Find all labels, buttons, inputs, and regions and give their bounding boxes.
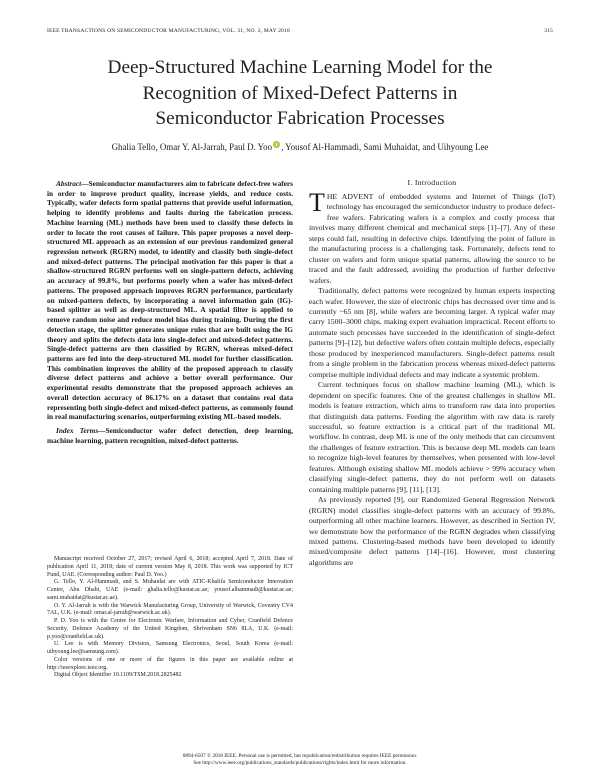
footnote-manuscript: Manuscript received October 27, 2017; revised April 6, 2018; accepted April 7, 2018. Date of publication April 11, 2018; date of current version May 8, 2018. This work was supported by ICT Fund, UAE. (Corresponding author: Paul D. Yoo.) (47, 556, 293, 578)
authors-part-1: Ghalia Tello, Omar Y. Al-Jarrah, Paul D. Yoo (111, 142, 273, 152)
abstract-lead: Abstract (56, 179, 82, 188)
paper-title (40, 55, 560, 132)
copyright-line-1: 0894-6507 © 2018 IEEE. Personal use is permitted, but republication/redistribution requires IEEE permission. (182, 753, 418, 759)
index-terms (47, 426, 293, 445)
title-line-1: Deep-Structured Machine Learning Model for the (107, 57, 493, 78)
footnote-color-versions: Color versions of one or more of the figures in this paper are available online at http://ieeexplore.ieee.org. (47, 656, 293, 671)
orcid-icon[interactable] (273, 141, 280, 148)
doi: Digital Object Identifier 10.1109/TSM.2018.2825482 (54, 672, 182, 679)
copyright-line-2: See http://www.ieee.org/publications_standards/publications/rights/index.html for more information. (193, 760, 407, 766)
left-column (47, 179, 293, 445)
index-terms-lead: Index Terms (56, 425, 99, 435)
abstract (47, 179, 293, 422)
authors-part-2: , Yousof Al-Hammadi, Sami Muhaidat, and Uihyoung Lee (281, 142, 489, 152)
footnote-affiliation-yoo: P. D. Yoo is with the Centre for Electronic Warfare, Information and Cyber, Cranfield Defence Security, Defence Academy of the United Kingdom, Shrivenham SN6 8LA, U.K. (e-mail: p.yoo@cranfield.ac.uk). (47, 618, 293, 640)
intro-paragraph-4: As previously reported [9], our Randomized General Regression Network (RGRN) model classifies single-defect patterns with an accuracy of 99.8%, outperforming all other machine learners. However, as described in Section IV, we demonstrate how the performance of the RGRN degrades when classifying mixed patterns. Clustering-based methods have been developed to identify mixed/composite defect patterns [14]–[16]. However, most clustering algorithms are (309, 495, 555, 567)
footnotes (47, 556, 293, 680)
intro-p1-text: of embedded systems and Internet of Things (IoT) technology has encouraged the semiconductor industry to produce defect-free wafers. Fabricating wafers is a complex and costly process that involves many different chemical and mechanical steps [1]–[7]. Any of these steps could fail, resulting in defective chips. Identifying the point of failure in the manufacturing process is a challenging task. Fortunately, defects tend to cluster on wafers and form unique spatial patterns, allowing the source to be traced and the fault addressed, avoiding the production of further defective wafers. (309, 192, 555, 285)
intro-paragraph-2: Traditionally, defect patterns were recognized by human experts inspecting each wafer. However, the size of electronic chips has decreased over time and is currently ~65 nm [8], while wafers are becoming larger. A typical wafer may carry 1500–3000 chips, making expert evaluation impractical. Recent efforts to automate such processes have succeeded in the identification of single-defect patterns [9]–[12], but defective wafers often contain multiple defects, especially those produced by inexperienced manufacturers. Single-defect patterns result from a single problem in the fabrication process whereas mixed-defect patterns comprise multiple individual defects and may indicate a systemic problem. (309, 286, 555, 379)
footnote-affiliation-aljarrah: O. Y. Al-Jarrah is with the Warwick Manufacturing Group, University of Warwick, Coventry CV4 7AL, U.K. (e-mail: omar.al-jarrah@warwick.ac.uk). (47, 602, 293, 617)
drop-cap: T (309, 188, 325, 217)
footnote-affiliation-lee: U. Lee is with Memory Division, Samsung Electronics, Seoul, South Korea (e-mail: uihyoung.lee@samsung.com). (47, 641, 293, 655)
footnote-affiliation-tello: G. Tello, Y. Al-Hammadi, and S. Muhaidat are with ATIC-Khalifa Semiconductor Innovation Centre, Abu Dhabi, UAE (e-mail: ghalia.tello@kustar.ac.ae; yousof.alhammadi@kustar.ac.ae; sami.muhaidat@kustar.ac.ae). (47, 579, 293, 601)
abstract-text: —Semiconductor manufacturers aim to fabricate defect-free wafers in order to improve product quality, increase yields, and reduce costs. Typically, wafer defects form spatial patterns that provide useful information, helping to identify problems and faults during the fabrication process. Machine learning (ML) methods have been used to classify these defects in order to locate the root causes of failure. This paper proposes a novel deep-structured ML approach as an extension of our previous randomized general regression network (RGRN) model, to identify and classify both single-defect and mixed-defect patterns. The principal motivation for this paper is that a shallow-structured RGRN performs well on single-pattern defects, achieving an accuracy of 99.8%, but performs poorly when a wafer has mixed-defect patterns. The proposed approach improves RGRN performance, particularly on mixed-pattern defects, by incorporating a novel information gain (IG)-based splitter as well as deep-structured ML. A spatial filter is applied to remove random noise and reduce model bias during training. During the first detection stage, the splitter generates unique rules that are built using the IG theory and splits the defects data into single-defect and mixed-defect patterns. Single-defect patterns are then classified by RGRN, whereas mixed-defect patterns are fed into the deep-structured ML model for further classification. This combination improves the ability of the proposed approach to classify diverse defect patterns and achieve a better overall performance. Our experimental results demonstrate that the proposed approach achieves an overall detection accuracy of 86.17% on a dataset that contains real data representing both single-defect and mixed-defect patterns, as commonly found in real manufacturing scenarios, outperforming existing ML-based models. (47, 179, 293, 422)
page-number: 315 (544, 28, 553, 34)
copyright-notice (40, 753, 560, 767)
title-line-2: Recognition of Mixed-Defect Patterns in (142, 82, 458, 104)
author-list (40, 141, 560, 153)
right-column (309, 178, 555, 568)
intro-smallcaps: HE ADVENT (326, 192, 374, 201)
intro-paragraph-3: Current techniques focus on shallow machine learning (ML), which is dependent on specific features. One of the greatest challenges in shallow ML models is feature extraction, which aims to transform raw data into properties that distinguish data patterns. Feeding the algorithm with raw data is rarely successful, so feature extraction is a critical part of the traditional ML workflow. In contrast, deep ML is one of the only methods that can circumvent the challenges of feature extraction. This is because deep ML models can learn to recognize high-level features by themselves, when presented with low-level features. Although existing shallow ML models achieve > 99% accuracy when classifying single-defect patterns, they do not perform well on datasets containing multiple patterns [9], [11], [13]. (309, 380, 555, 494)
section-heading-introduction: I. Introduction (407, 178, 457, 187)
title-line-3: Semiconductor Fabrication Processes (155, 108, 445, 129)
intro-paragraph-1 (309, 188, 555, 286)
running-header (47, 28, 553, 38)
index-terms-text: —Semiconductor wafer defect detection, deep learning, machine learning, pattern recognition, mixed-defect patterns. (47, 425, 293, 445)
journal-name: IEEE TRANSACTIONS ON SEMICONDUCTOR MANUFACTURING, VOL. 31, NO. 2, MAY 2018 (47, 28, 290, 34)
